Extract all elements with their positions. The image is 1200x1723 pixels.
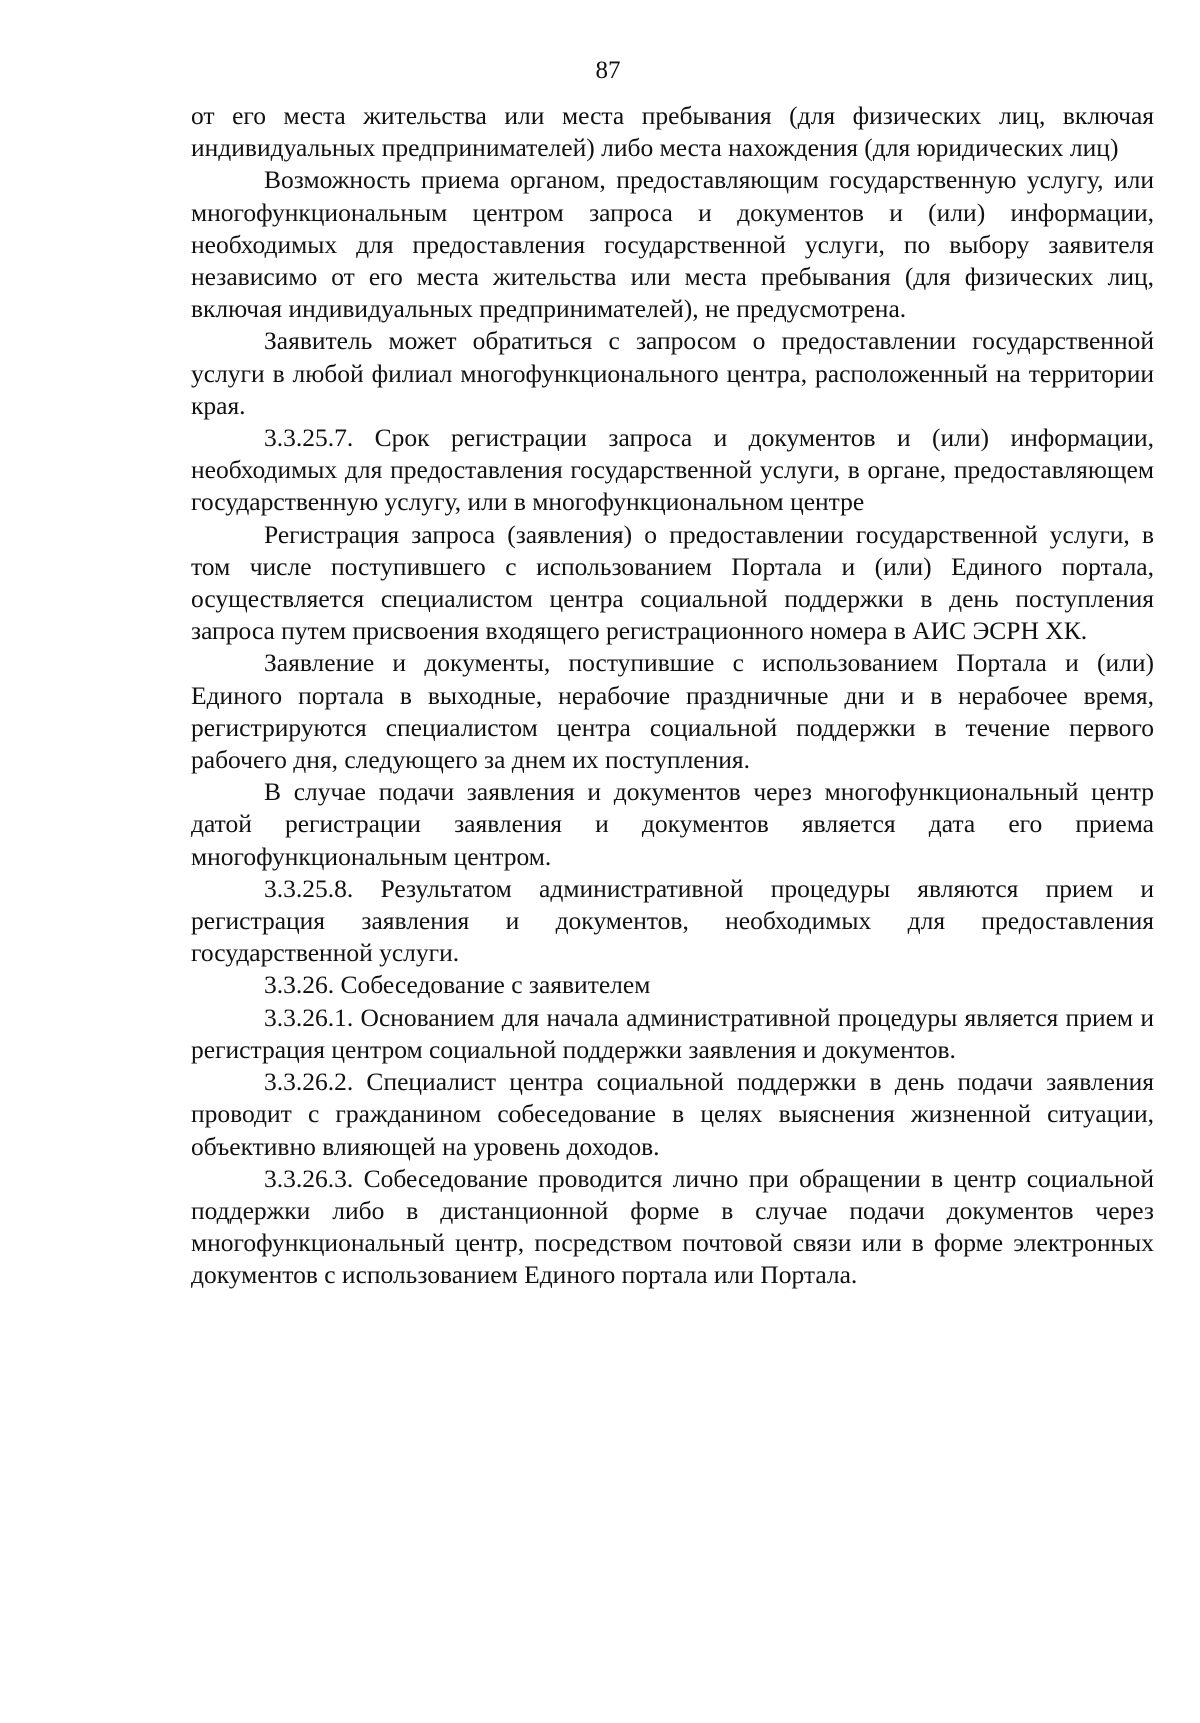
paragraph-mfc-registration-date: В случае подачи заявления и документов через многофункциональный центр датой регистрации заявления и документов является дата его приема многофункциональным центром. [191,777,1154,871]
paragraph-3-3-26-3: 3.3.26.3. Собеседование проводится лично при обращении в центр социальной поддержки либо в дистанционной форме в случае подачи документов через многофункциональный центр, посредством почтовой связи или в форме электронных документов с использованием Единого портала или Портала. [191,1163,1154,1290]
section-heading-3-3-26: 3.3.26. Собеседование с заявителем [264,970,651,1000]
page-number: 87 [595,57,621,84]
paragraph-registration-procedure: Регистрация запроса (заявления) о предоставлении государственной услуги, в том числе поступившего с использованием Портала и (или) Единого портала, осуществляется специалистом центра социальной поддержки в день поступления запроса путем присвоения входящего регистрационного номера в АИС ЭСРН ХК. [191,519,1154,646]
paragraph-any-branch: Заявитель может обратиться с запросом о предоставлении государственной услуги в любой филиал многофункционального центра, расположенный на территории края. [191,326,1154,420]
paragraph-residence-clause: от его места жительства или места пребывания (для физических лиц, включая индивидуальных предпринимателей) либо места нахождения (для юридических лиц) [191,101,1154,163]
paragraph-non-working-days: Заявление и документы, поступившие с использованием Портала и (или) Единого портала в выходные, нерабочие праздничные дни и в нерабочее время, регистрируются специалистом центра социальной поддержки в течение первого рабочего дня, следующего за днем их поступления. [191,648,1154,775]
paragraph-3-3-26-1: 3.3.26.1. Основанием для начала административной процедуры является прием и регистрация центром социальной поддержки заявления и документов. [191,1002,1154,1064]
paragraph-3-3-25-8: 3.3.25.8. Результатом административной процедуры являются прием и регистрация заявления и документов, необходимых для предоставления государственной услуги. [191,873,1154,968]
paragraph-3-3-25-7: 3.3.25.7. Срок регистрации запроса и документов и (или) информации, необходимых для предоставления государственной услуги, в органе, предоставляющем государственную услугу, или в многофункциональном центре [191,423,1154,517]
document-body [191,100,1154,1292]
paragraph-3-3-26-2: 3.3.26.2. Специалист центра социальной поддержки в день подачи заявления проводит с гражданином собеседование в целях выяснения жизненной ситуации, объективно влияющей на уровень доходов. [191,1067,1154,1161]
paragraph-extraterritorial-acceptance: Возможность приема органом, предоставляющим государственную услугу, или многофункциональным центром запроса и документов и (или) информации, необходимых для предоставления государственной услуги, по выбору заявителя независимо от его места жительства или места пребывания (для физических лиц, включая индивидуальных предпринимателей), не предусмотрена. [191,165,1154,324]
